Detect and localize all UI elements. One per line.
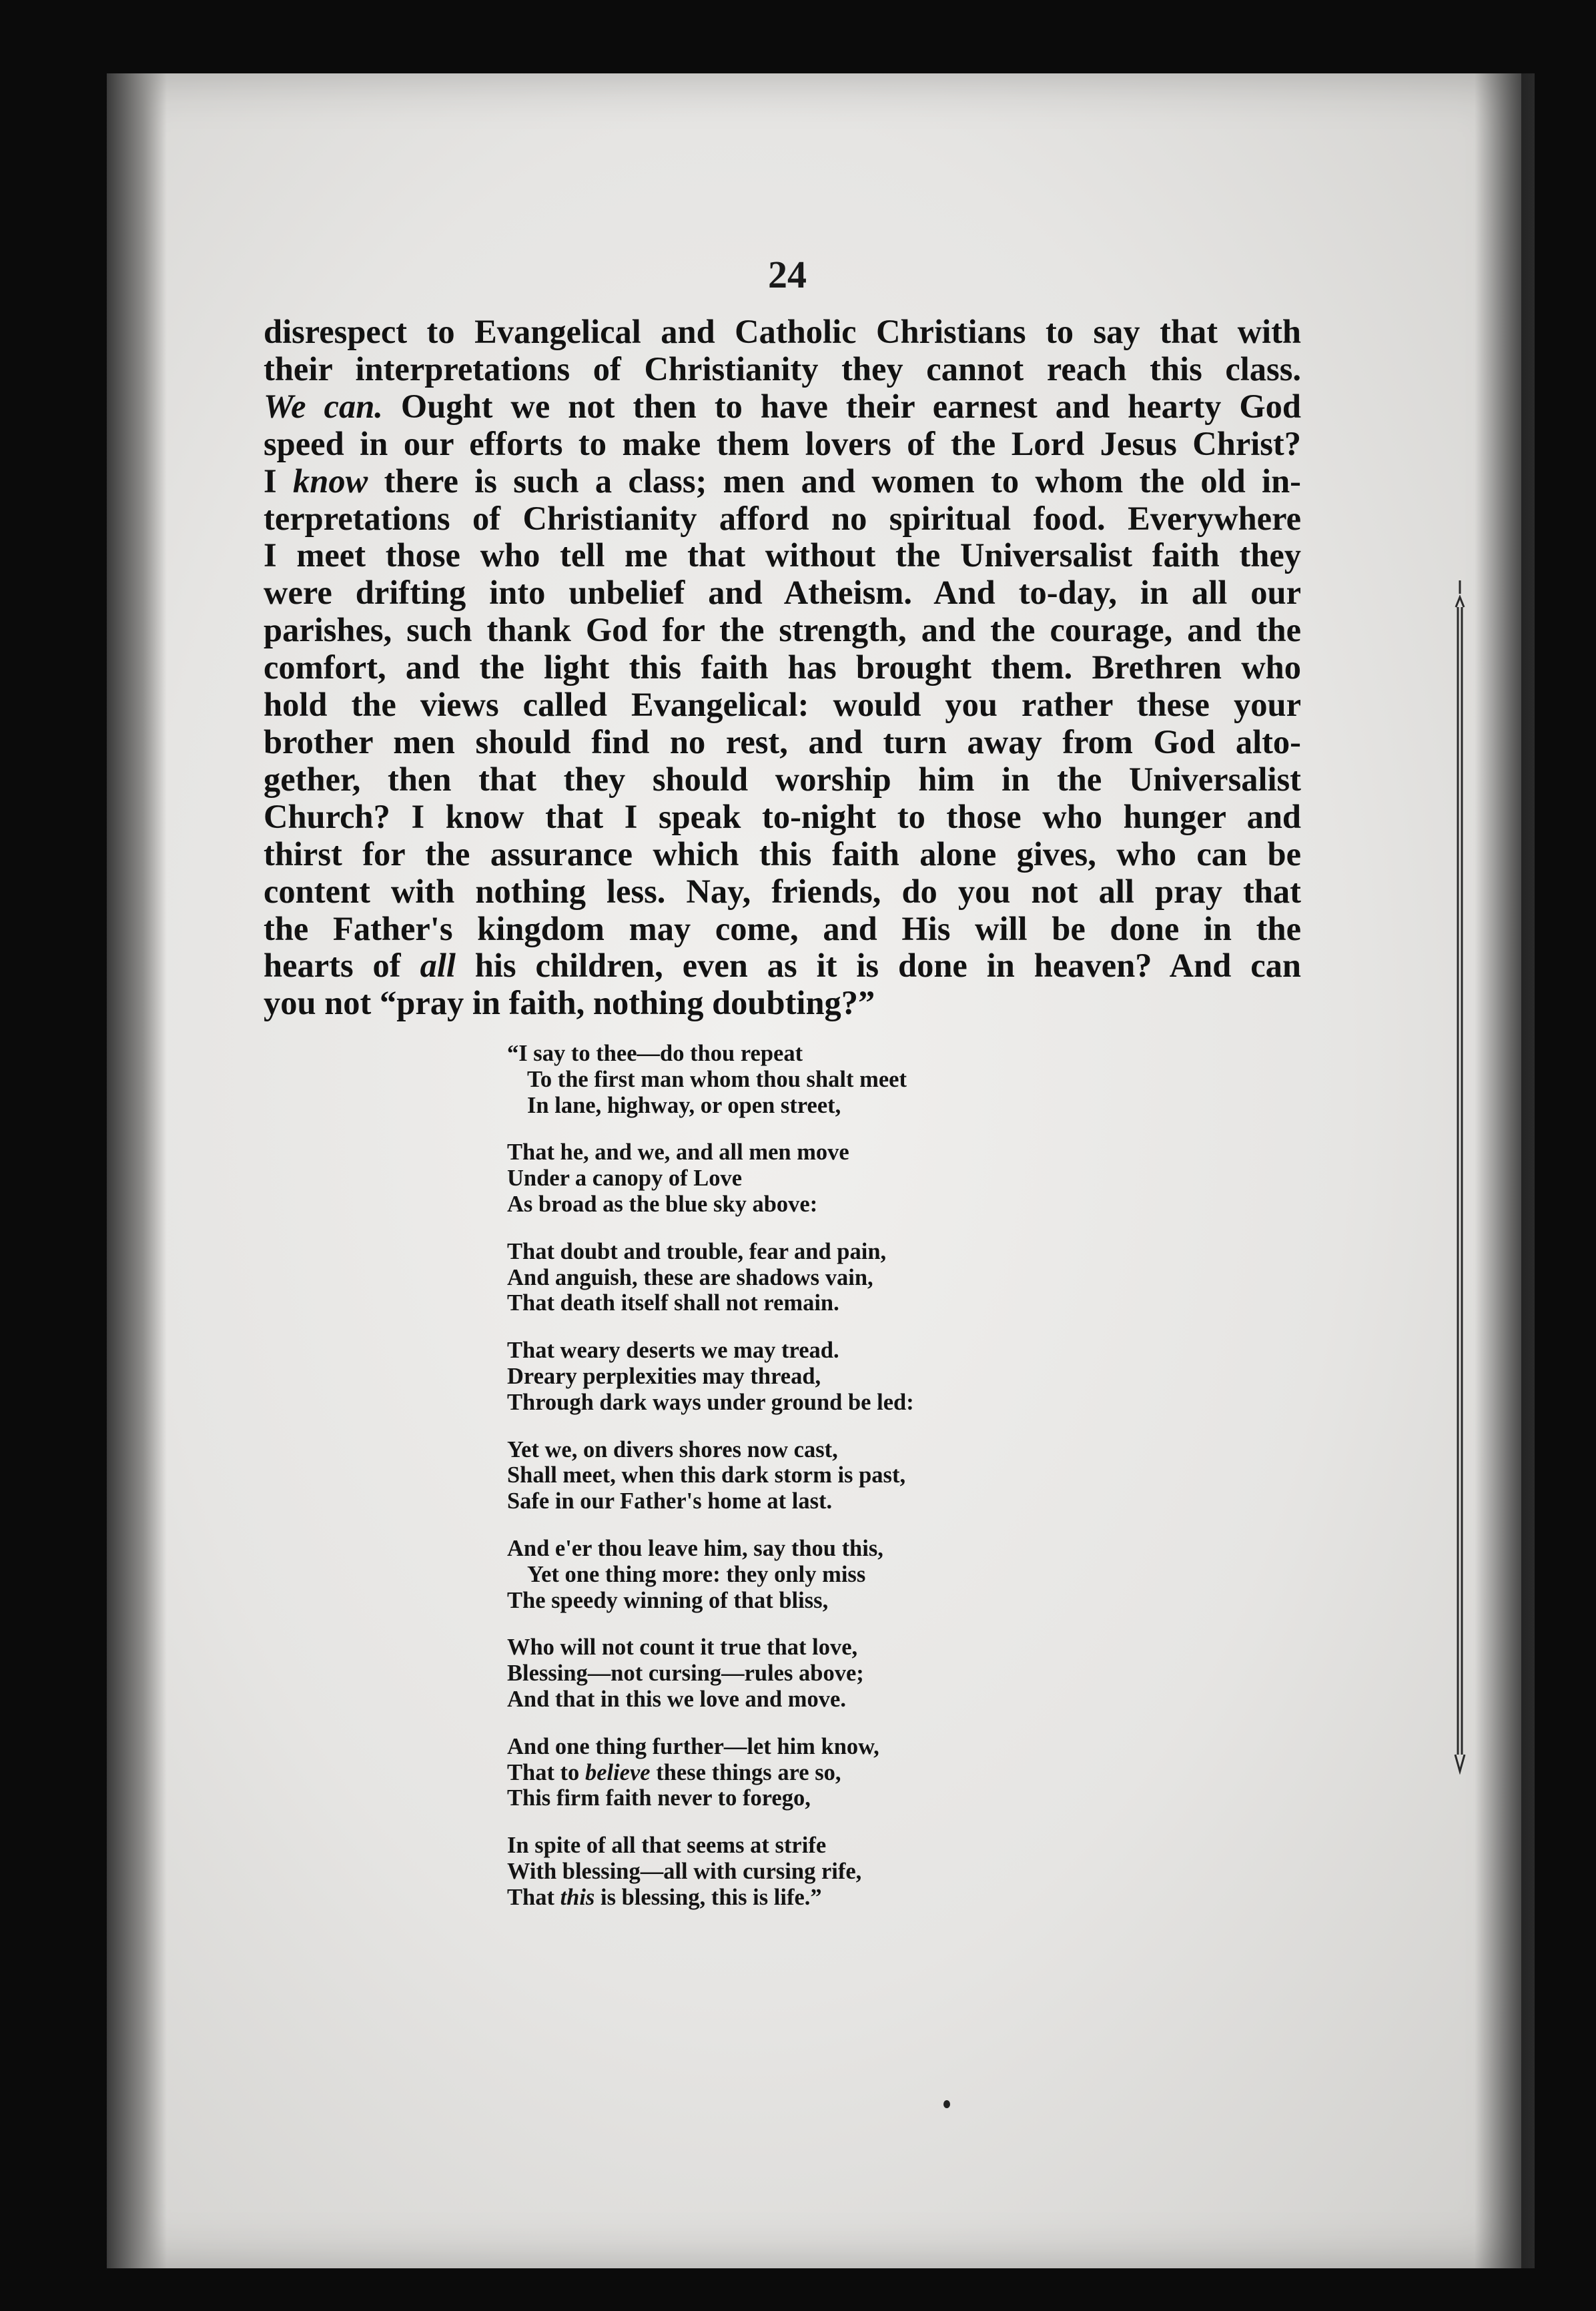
poem-line: Under a canopy of Love <box>507 1166 743 1192</box>
prose-line: gether, then that they should worship him in the Universalist <box>264 760 1301 798</box>
poem-stanza <box>507 1734 1274 1811</box>
poem-line: This firm faith never to forego, <box>507 1785 811 1811</box>
poem-stanza <box>507 1338 1274 1415</box>
poem-line: In lane, highway, or open street, <box>527 1092 841 1118</box>
poem-line: The speedy winning of that bliss, <box>507 1587 829 1613</box>
margin-bracket <box>1453 580 1467 1775</box>
poem-stanza <box>507 1239 1274 1316</box>
poem-line: And that in this we love and move. <box>507 1686 846 1712</box>
poem-line: And one thing further—let him know, <box>507 1733 879 1759</box>
poem-line: With blessing—all with cursing rife, <box>507 1858 862 1884</box>
page-left-edge <box>107 73 167 2268</box>
prose-line: brother men should find no rest, and turn away from God alto- <box>264 723 1301 761</box>
prose-line: thirst for the assurance which this faith alone gives, who can be <box>264 835 1301 873</box>
poem-line: That death itself shall not remain. <box>507 1290 839 1316</box>
poem-line: That this is blessing, this is life.” <box>507 1884 822 1910</box>
prose-line: disrespect to Evangelical and Catholic Christians to say that with <box>264 313 1301 350</box>
prose-line: the Father's kingdom may come, and His will be done in the <box>264 909 1301 947</box>
poem-stanza <box>507 1437 1274 1514</box>
poem-line: Who will not count it true that love, <box>507 1635 858 1661</box>
poem-line: That doubt and trouble, fear and pain, <box>507 1238 887 1264</box>
poem-line: Yet we, on divers shores now cast, <box>507 1436 838 1462</box>
prose-line: We can. Ought we not then to have their earnest and hearty God <box>264 387 1301 425</box>
prose-line: were drifting into unbelief and Atheism. And to-day, in all our <box>264 574 1301 612</box>
prose-line: Church? I know that I speak to-night to those who hunger and <box>264 797 1301 835</box>
prose-line: their interpretations of Christianity they cannot reach this class. <box>264 350 1301 388</box>
poem-line: To the first man whom thou shalt meet <box>527 1066 907 1092</box>
page-number: 24 <box>768 253 807 296</box>
prose-line: terpretations of Christianity afford no spiritual food. Everywhere <box>264 499 1301 537</box>
poem-line: Dreary perplexities may thread, <box>507 1363 821 1389</box>
quoted-poem <box>507 1041 1274 1932</box>
poem-stanza <box>507 1041 1274 1118</box>
poem-stanza <box>507 1536 1274 1613</box>
page-right-edge <box>1475 73 1535 2268</box>
poem-line: In spite of all that seems at strife <box>507 1833 827 1859</box>
emphasis-text: We can. <box>264 387 383 425</box>
poem-line: Through dark ways under ground be led: <box>507 1389 914 1415</box>
poem-line: That he, and we, and all men move <box>507 1139 849 1166</box>
prose-line: I meet those who tell me that without the Universalist faith they <box>264 536 1301 574</box>
prose-line: content with nothing less. Nay, friends, do you not all pray that <box>264 872 1301 910</box>
poem-line: And e'er thou leave him, say thou this, <box>507 1535 883 1561</box>
emphasis-text: this <box>560 1884 595 1910</box>
prose-line: hearts of all his children, even as it is done in heaven? And can <box>264 947 1302 985</box>
poem-line: “I say to thee—do thou repeat <box>507 1041 803 1066</box>
poem-line: As broad as the blue sky above: <box>507 1191 818 1217</box>
prose-line: parishes, such thank God for the strength, and the courage, and the <box>264 611 1301 649</box>
prose-line: hold the views called Evangelical: would you rather these your <box>264 686 1301 724</box>
poem-stanza <box>507 1635 1274 1712</box>
ink-speck <box>943 2100 950 2108</box>
poem-line: That to believe these things are so, <box>507 1759 841 1785</box>
prose-line: comfort, and the light this faith has brought them. Brethren who <box>264 648 1301 686</box>
poem-stanza <box>507 1833 1274 1910</box>
poem-line: Safe in our Father's home at last. <box>507 1488 833 1514</box>
prose-line: speed in our efforts to make them lovers of the Lord Jesus Christ? <box>264 424 1301 462</box>
prose-line: I know there is such a class; men and women to whom the old in- <box>264 462 1301 500</box>
emphasis-text: believe <box>584 1759 651 1785</box>
poem-line: Shall meet, when this dark storm is past, <box>507 1462 906 1488</box>
prose-paragraph <box>264 314 1301 1022</box>
prose-line: you not “pray in faith, nothing doubting?” <box>264 984 875 1022</box>
poem-line: And anguish, these are shadows vain, <box>507 1264 873 1290</box>
emphasis-text: all <box>420 947 456 985</box>
poem-line: Yet one thing more: they only miss <box>527 1561 866 1587</box>
poem-line: Blessing—not cursing—rules above; <box>507 1661 864 1687</box>
poem-stanza <box>507 1139 1274 1217</box>
poem-line: That weary deserts we may tread. <box>507 1338 839 1364</box>
emphasis-text: know <box>293 462 368 500</box>
